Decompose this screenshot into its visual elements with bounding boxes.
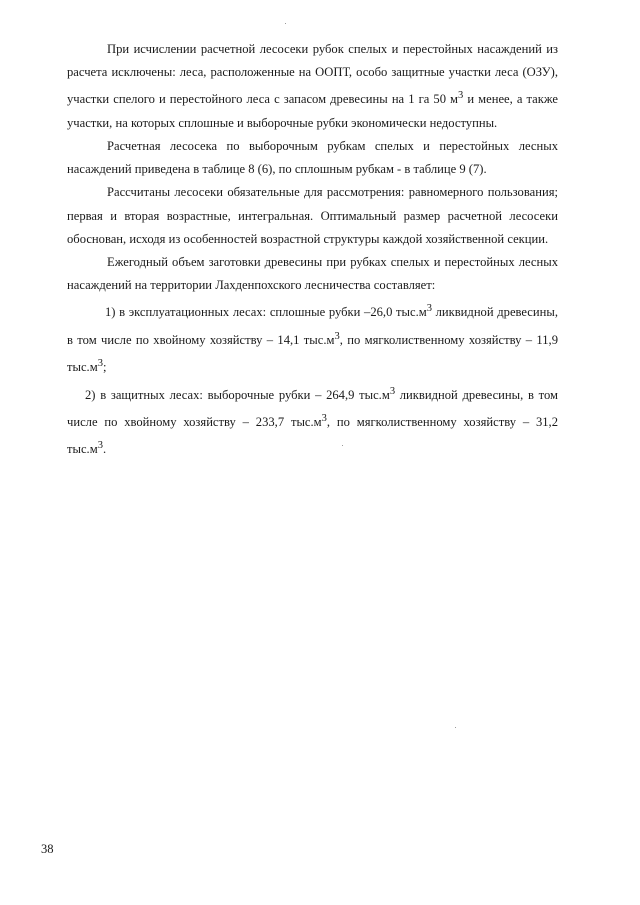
- list-item-text: ликвидной древесины, в том числе по хвойному хозяйству – 233,7 тыс.м: [67, 387, 558, 430]
- superscript: 3: [97, 440, 103, 452]
- list-item-text: , по мягколиственному хозяйству – 11,9 тыс.м: [67, 333, 558, 375]
- superscript: 3: [334, 330, 340, 342]
- paragraph-exclusions: [67, 38, 558, 135]
- scan-speck: [285, 23, 286, 24]
- scan-speck: [455, 727, 456, 728]
- superscript: 3: [426, 303, 432, 315]
- list-item-text: 1) в эксплуатационных лесах: сплошные рубки –26,0 тыс.м: [105, 305, 427, 320]
- paragraph-annual-volume: Ежегодный объем заготовки древесины при рубках спелых и перестойных лесных насаждений на территории Лахденпохского лесничества составляет:: [67, 255, 558, 293]
- list-item-text: ликвидной древесины, в том числе по хвойному хозяйству – 14,1 тыс.м: [67, 305, 558, 347]
- list-item-text: ;: [102, 360, 107, 375]
- superscript: 3: [97, 358, 103, 370]
- superscript: 3: [389, 385, 396, 397]
- list-item-exploitation-forests: [67, 297, 558, 379]
- list-item-text: , по мягколиственному хозяйству – 31,2 тыс.м: [67, 415, 558, 457]
- paragraph-calculated-cuts: Рассчитаны лесосеки обязательные для рассмотрения: равномерного пользования; первая и вторая возрастные, интегральная. Оптимальный размер расчетной лесосеки обоснован, исходя из особенностей возрастной структуры каждой хозяйственной секции.: [67, 185, 558, 246]
- list-item-text: .: [102, 442, 107, 457]
- list-item-protective-forests: [67, 380, 558, 462]
- page-number: 38: [41, 842, 54, 856]
- paragraph-selective-felling: Расчетная лесосека по выборочным рубкам спелых и перестойных лесных насаждений приведена в таблице 8 (6), по сплошным рубкам - в таблице 9 (7).: [67, 139, 558, 177]
- paragraph-text: и менее, а также участки, на которых сплошные и выборочные рубки экономически недоступны.: [67, 92, 558, 130]
- paragraph-text: При исчислении расчетной лесосеки рубок спелых и перестойных насаждений из расчета исключены: леса, расположенные на ООПТ, особо защитные участки леса (ОЗУ), участки спелого и перестойного леса с запасом древесины на 1 га 50 м: [67, 42, 558, 107]
- list-item-text: 2) в защитных лесах: выборочные рубки – 264,9 тыс.м: [85, 387, 390, 402]
- superscript: 3: [321, 412, 327, 424]
- body-text: [67, 38, 558, 462]
- superscript: 3: [458, 90, 464, 102]
